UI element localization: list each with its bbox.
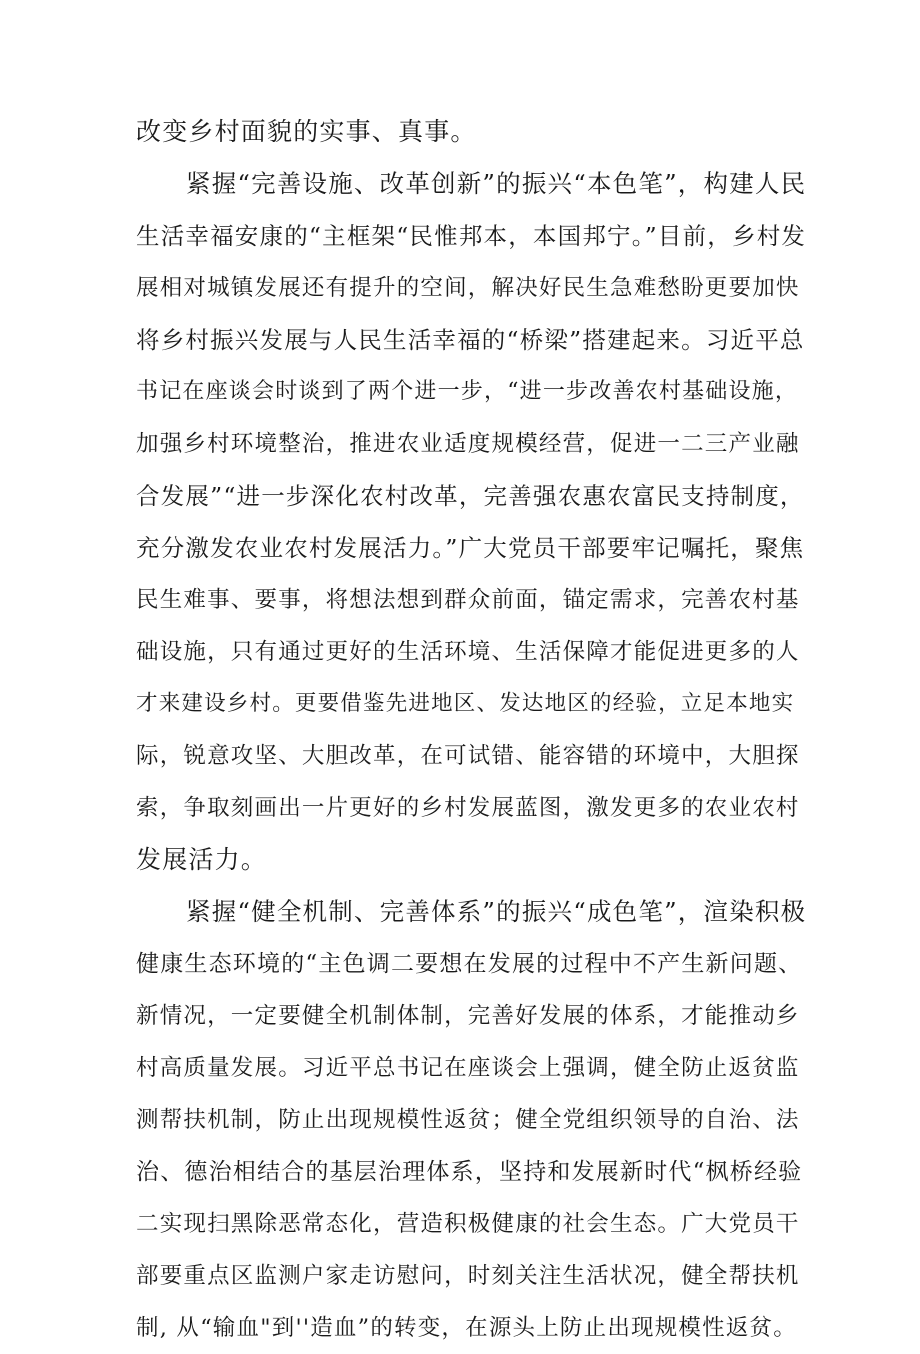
text-line: 才来建设乡村。更要借鉴先进地区、发达地区的经验，立足本地实: [136, 691, 795, 716]
body-text: [136, 106, 808, 1354]
text-line: 新情况，一定要健全机制体制，完善好发展的体系，才能推动乡: [136, 1003, 800, 1029]
text-line: 将乡村振兴发展与人民生活幸福的“桥梁”搭建起来。习近平总: [136, 326, 805, 354]
text-line: 部要重点区监测户家走访慰问，时刻关注生活状况，健全帮扶机: [136, 1263, 800, 1289]
text-line: 索，争取刻画出一片更好的乡村发展蓝图，激发更多的农业农村: [136, 795, 800, 821]
text-line: 治、德治相结合的基层治理体系，坚持和发展新时代“枫桥经验: [136, 1159, 803, 1185]
text-line: 书记在座谈会时谈到了两个进一步，“进一步改善农村基础设施，: [136, 379, 799, 404]
paragraph-start-line: 紧握“完善设施、改革创新”的振兴“本色笔”，构建人民: [186, 169, 807, 198]
text-line: 际，锐意攻坚、大胆改革，在可试错、能容错的环境中，大胆探: [136, 743, 800, 769]
paragraph-start-line: 紧握“健全机制、完善体系”的振兴“成色笔”，渲染积极: [186, 897, 807, 926]
text-line: 加强乡村环境整治，推进农业适度规模经营，促进一二三产业融: [136, 431, 800, 457]
text-line: 生活幸福安康的“主框架“民惟邦本，本国邦宁。”目前，乡村发: [136, 222, 807, 250]
text-line: 民生难事、要事，将想法想到群众前面，锚定需求，完善农村基: [136, 587, 800, 613]
text-line: 测帮扶机制，防止出现规模性返贫；健全党组织领导的自治、法: [136, 1107, 800, 1133]
text-line: 发展活力。: [136, 845, 268, 874]
text-line: 合发展”“进一步深化农村改革，完善强农惠农富民支持制度，: [136, 482, 805, 510]
text-line: 展相对城镇发展还有提升的空间，解决好民生急难愁盼更要加快: [136, 275, 800, 301]
text-line: 二实现扫黑除恶常态化，营造积极健康的社会生态。广大党员干: [136, 1211, 800, 1237]
text-line: 村高质量发展。习近平总书记在座谈会上强调，健全防止返贫监: [136, 1055, 800, 1081]
text-line: 础设施，只有通过更好的生活环境、生活保障才能促进更多的人: [136, 639, 800, 665]
text-line: 健康生态环境的“主色调二要想在发展的过程中不产生新问题、: [136, 951, 803, 977]
text-line: 充分激发农业农村发展活力。”广大党员干部要牢记嘱托，聚焦: [136, 534, 805, 562]
text-line: 改变乡村面貌的实事、真事。: [136, 117, 477, 146]
text-line: 制, 从“输血"到''造血”的转变，在源头上防止出现规模性返贫。: [136, 1315, 797, 1341]
